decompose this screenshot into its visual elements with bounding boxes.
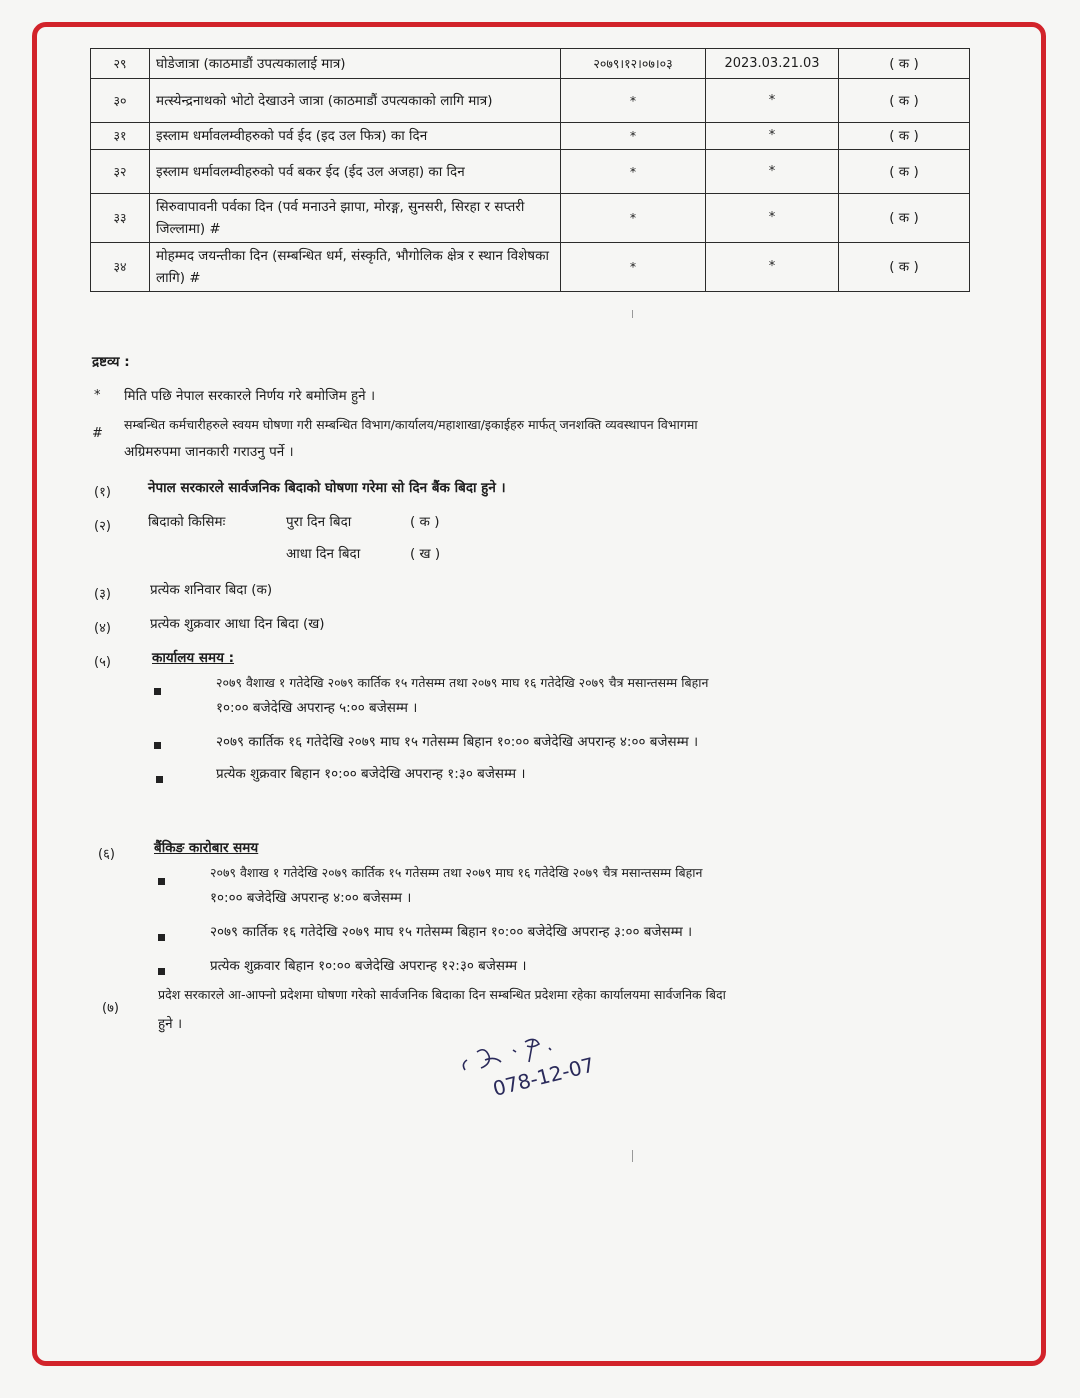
- leave-type: ( क ): [839, 194, 970, 243]
- office-hours-3: प्रत्येक शुक्रवार बिहान १०:०० बजेदेखि अपरान्ह १:३० बजेसम्म ।: [216, 766, 526, 782]
- english-date: *: [706, 243, 839, 292]
- leave-type: ( क ): [839, 123, 970, 150]
- serial-number: ३१: [91, 123, 150, 150]
- holiday-name: घोडेजात्रा (काठमाडौं उपत्यकालाई मात्र): [150, 49, 561, 79]
- bullet: [158, 968, 165, 975]
- bullet: [158, 934, 165, 941]
- banking-hours-2: २०७९ कार्तिक १६ गतेदेखि २०७९ माघ १५ गतेसम्म बिहान १०:०० बजेदेखि अपरान्ह ३:०० बजेसम्म ।: [210, 924, 693, 940]
- item-7-mark: (७): [102, 1001, 119, 1016]
- leave-type: ( क ): [839, 79, 970, 123]
- item-3-text: प्रत्येक शनिवार बिदा (क): [150, 582, 273, 598]
- table-row: [91, 150, 970, 194]
- item-3-mark: (३): [94, 587, 111, 602]
- serial-number: ३३: [91, 194, 150, 243]
- hash-note-line-2: अग्रिमरुपमा जानकारी गराउनु पर्ने ।: [124, 444, 294, 460]
- hash-note-line-1: सम्बन्धित कर्मचारीहरुले स्वयम घोषणा गरी सम्बन्धित विभाग/कार्यालय/महाशाखा/इकाईहरु मार्फत् जनशक्ति व्यवस्थापन विभागमा: [124, 417, 698, 432]
- notes-heading: द्रष्टव्य :: [92, 354, 130, 370]
- item-1-mark: (१): [94, 485, 111, 500]
- banking-hours-1-line-2: १०:०० बजेदेखि अपरान्ह ४:०० बजेसम्म ।: [210, 890, 412, 906]
- office-hours-2: २०७९ कार्तिक १६ गतेदेखि २०७९ माघ १५ गतेसम्म बिहान १०:०० बजेदेखि अपरान्ह ४:०० बजेसम्म ।: [216, 734, 699, 750]
- office-hours-heading: कार्यालय समय :: [152, 650, 235, 666]
- table-row: [91, 79, 970, 123]
- item-5-mark: (५): [94, 655, 111, 670]
- english-date: *: [706, 123, 839, 150]
- banking-hours-3: प्रत्येक शुक्रवार बिहान १०:०० बजेदेखि अपरान्ह १२:३० बजेसम्म ।: [210, 958, 527, 974]
- item-7-text-line-2: हुने ।: [158, 1016, 183, 1032]
- table-row: [91, 49, 970, 79]
- english-date: *: [706, 79, 839, 123]
- bullet: [158, 878, 165, 885]
- serial-number: ३४: [91, 243, 150, 292]
- full-day-leave: पुरा दिन बिदा: [286, 514, 352, 530]
- english-date: 2023.03.21.03: [706, 49, 839, 79]
- english-date: *: [706, 194, 839, 243]
- signature: [455, 1030, 655, 1110]
- item-2-label: बिदाको किसिमः: [148, 514, 226, 530]
- leave-type: ( क ): [839, 243, 970, 292]
- half-day-leave: आधा दिन बिदा: [286, 546, 361, 562]
- banking-hours-heading: बैंकिङ कारोबार समय: [154, 840, 259, 856]
- nepali-date: *: [561, 79, 706, 123]
- item-6-mark: (६): [98, 847, 115, 862]
- office-hours-1-line-1: २०७९ वैशाख १ गतेदेखि २०७९ कार्तिक १५ गतेसम्म तथा २०७९ माघ १६ गतेदेखि २०७९ चैत्र मसान्तसम्म बिहान: [216, 675, 709, 690]
- scan-dot: [632, 1150, 633, 1162]
- scan-dot: [632, 310, 633, 318]
- signature-date: 078-12-07: [490, 1052, 597, 1101]
- holiday-name: मोहम्मद जयन्तीका दिन (सम्बन्धित धर्म, संस्कृति, भौगोलिक क्षेत्र र स्थान विशेषका लागि) #: [150, 243, 561, 292]
- table-row: [91, 123, 970, 150]
- nepali-date: *: [561, 150, 706, 194]
- english-date: *: [706, 150, 839, 194]
- nepali-date: २०७९।१२।०७।०३: [561, 49, 706, 79]
- nepali-date: *: [561, 243, 706, 292]
- bullet: [154, 742, 161, 749]
- office-hours-1-line-2: १०:०० बजेदेखि अपरान्ह ५:०० बजेसम्म ।: [216, 700, 418, 716]
- holiday-name: मत्स्येन्द्रनाथको भोटो देखाउने जात्रा (काठमाडौं उपत्यकाको लागि मात्र): [150, 79, 561, 123]
- nepali-date: *: [561, 194, 706, 243]
- star-mark: *: [94, 388, 101, 403]
- table-row: [91, 243, 970, 292]
- full-day-code: ( क ): [410, 514, 440, 530]
- table-row: [91, 194, 970, 243]
- serial-number: ३०: [91, 79, 150, 123]
- holiday-name: इस्लाम धर्मावलम्वीहरुको पर्व ईद (इद उल फित्र) का दिन: [150, 123, 561, 150]
- holiday-name: इस्लाम धर्मावलम्वीहरुको पर्व बकर ईद (ईद उल अजहा) का दिन: [150, 150, 561, 194]
- item-7-text-line-1: प्रदेश सरकारले आ-आफ्नो प्रदेशमा घोषणा गरेको सार्वजनिक बिदाका दिन सम्बन्धित प्रदेशमा रहेका कार्यालयमा सार्वजनिक बिदा: [158, 987, 726, 1002]
- item-4-text: प्रत्येक शुक्रवार आधा दिन बिदा (ख): [150, 616, 325, 632]
- item-1-text: नेपाल सरकारले सार्वजनिक बिदाको घोषणा गरेमा सो दिन बैंक बिदा हुने ।: [148, 480, 506, 496]
- holiday-table: [90, 48, 970, 292]
- serial-number: २९: [91, 49, 150, 79]
- item-4-mark: (४): [94, 621, 111, 636]
- bullet: [156, 776, 163, 783]
- leave-type: ( क ): [839, 49, 970, 79]
- serial-number: ३२: [91, 150, 150, 194]
- bullet: [154, 688, 161, 695]
- holiday-name: सिरुवापावनी पर्वका दिन (पर्व मनाउने झापा, मोरङ्ग, सुनसरी, सिरहा र सप्तरी जिल्लामा) #: [150, 194, 561, 243]
- item-2-mark: (२): [94, 519, 111, 534]
- nepali-date: *: [561, 123, 706, 150]
- hash-mark: #: [92, 426, 103, 441]
- banking-hours-1-line-1: २०७९ वैशाख १ गतेदेखि २०७९ कार्तिक १५ गतेसम्म तथा २०७९ माघ १६ गतेदेखि २०७९ चैत्र मसान्तसम्म बिहान: [210, 865, 703, 880]
- leave-type: ( क ): [839, 150, 970, 194]
- half-day-code: ( ख ): [410, 546, 441, 562]
- star-note: मिति पछि नेपाल सरकारले निर्णय गरे बमोजिम हुने ।: [124, 388, 376, 404]
